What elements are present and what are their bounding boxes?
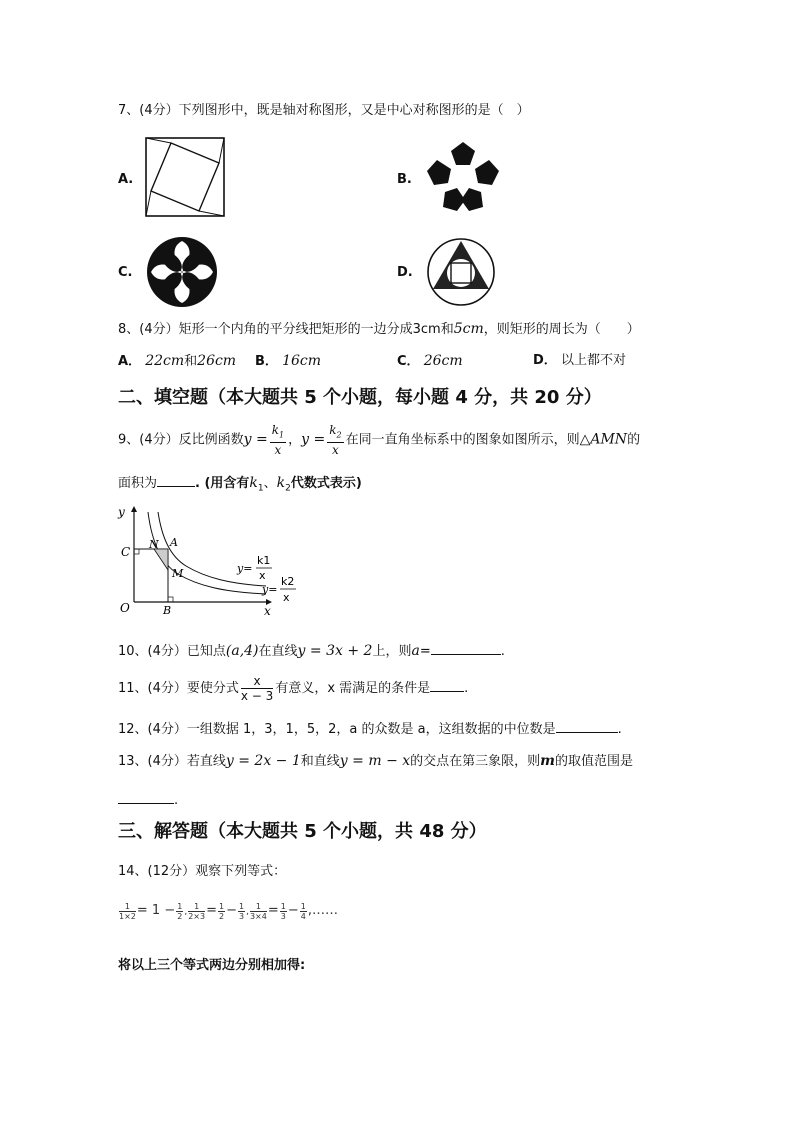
label-C: C (121, 545, 131, 559)
q14-equations: $\frac{1}{1\times 2}$ = 1 − $\frac{1}{2}$ , $\frac{1}{2\times 3}$ = $\frac{1}{2}$ − $\frac{1}{3}$ , $\frac{1}{3\times 4}$ = $\frac{1}{3}$ − $\frac{1}{4}$ ,…… (119, 902, 338, 921)
label-origin: O (120, 601, 130, 615)
q7-figure-b (425, 140, 501, 212)
q11-answer-blank[interactable] (430, 677, 464, 692)
q7-option-d-label[interactable]: D. (397, 265, 413, 280)
q8-stem: 8、(4分）矩形一个内角的平分线把矩形的一边分成3cm和5cm，则矩形的周长为（ ） (118, 321, 640, 337)
f2-lhs: y= (262, 583, 278, 596)
q7-option-b-label[interactable]: B. (397, 172, 412, 187)
label-y-axis: y (118, 505, 125, 519)
f2-den: x (283, 591, 290, 604)
f1-den: x (259, 569, 266, 582)
q9-line2: 面积为 . (用含有$k_1$、$k_2$代数式表示) (118, 472, 362, 498)
triangle-AMN (154, 549, 168, 570)
q10-stem: 10、(4分）已知点(a,4)在直线y = 3x + 2上，则a= . (118, 640, 505, 661)
q8-option-a[interactable]: A． 22cm和26cm (118, 353, 237, 369)
pentagon-top (451, 142, 475, 165)
label-B: B (163, 604, 172, 616)
square-outer (146, 138, 224, 216)
q9-answer-blank[interactable] (157, 472, 195, 487)
q13-answer-blank[interactable] (118, 789, 174, 804)
pentagon-right (475, 160, 499, 185)
q9-graph (116, 504, 306, 616)
label-M: M (172, 567, 184, 580)
q7-figure-c (145, 235, 219, 309)
pentagon-left (427, 160, 451, 185)
section2-title: 二、填空题（本大题共 5 个小题，每小题 4 分，共 20 分） (118, 387, 602, 408)
q12-answer-blank[interactable] (556, 718, 618, 733)
pentagon-bottom-left (443, 188, 465, 211)
q12-stem: 12、(4分）一组数据 1，3，1，5，2，a 的众数是 a，这组数据的中位数是 . (118, 718, 622, 739)
f1-lhs: y= (237, 562, 253, 575)
label-N: N (149, 538, 159, 551)
q7-text: 7、(4分）下列图形中，既是轴对称图形，又是中心对称图形的是（ ） (118, 103, 530, 118)
q14-line2: 将以上三个等式两边分别相加得: (118, 958, 306, 973)
section3-title: 三、解答题（本大题共 5 个小题，共 48 分） (118, 821, 487, 842)
q7-figure-d (426, 237, 496, 307)
q14-stem: 14、(12分）观察下列等式： (118, 864, 287, 879)
q7-figure-a (145, 137, 225, 217)
q13-line2: . (118, 789, 178, 810)
f2-num: k2 (281, 575, 295, 588)
q7-option-c-label[interactable]: C. (118, 265, 133, 280)
q9-stem: 9、(4分）反比例函数y = $\frac{k_1}{x}$ ，y = $\frac{k_2}{x}$ 在同一直角坐标系中的图象如图所示，则△AMN的 (118, 423, 641, 458)
q8-option-d[interactable]: D． 以上都不对 (533, 353, 626, 368)
square-inner-tilted (151, 143, 219, 211)
q13-stem: 13、(4分）若直线y = 2x − 1和直线y = m − x的交点在第三象限，则m的取值范围是 (118, 753, 633, 769)
f1-num: k1 (257, 554, 271, 567)
q8-option-b[interactable]: B． 16cm (255, 353, 321, 369)
q10-answer-blank[interactable] (431, 640, 501, 655)
label-A: A (170, 536, 178, 549)
q7-option-a-label[interactable]: A. (118, 172, 134, 187)
label-x-axis: x (264, 604, 271, 616)
q11-stem: 11、(4分）要使分式 $\frac{x}{x - 3}$ 有意义，x 需满足的条件是 . (118, 674, 469, 703)
q8-option-c[interactable]: C． 26cm (397, 353, 463, 369)
